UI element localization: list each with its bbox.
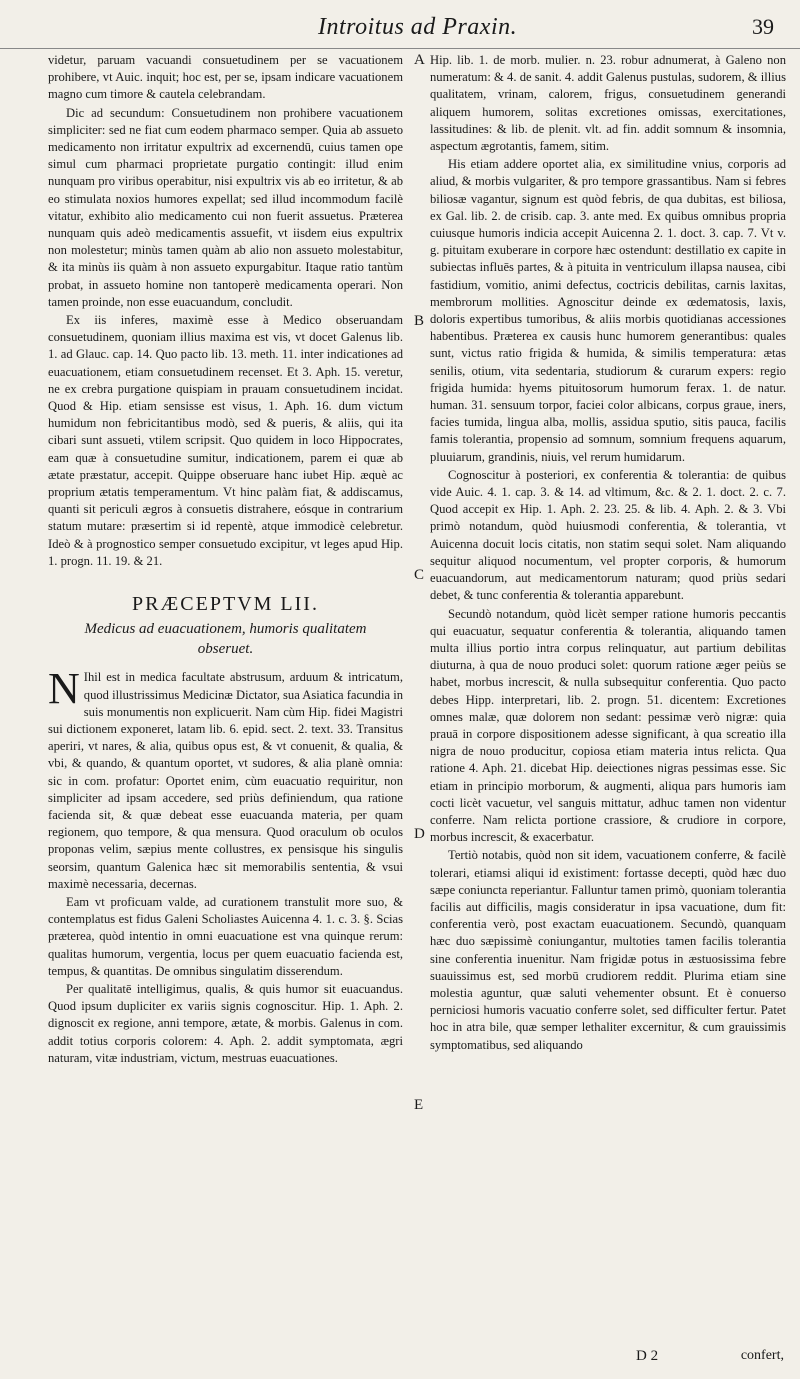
left-paragraph-2: Dic ad secundum: Consuetudinem non prohibere vacuationem simpliciter: sed ne fiat cum eodem pharmaco semper. Quia ab assueto medicamento non irritatur expultrix ad excernendū, cuius tamen ope simul cum pharmaci proprietate purgatio contingit: illud enim nunquam pro viribus operabitur, nisi expultrix vis ab eo irritetur, & ab eo stimulata noxios humores expellat; sed illud incommodum facilè vitatur, exhibito alio medicamento cui non fuerit assuetus. Præterea nunquam quis adeò medicamentis assuefit, vt iisdem eius expultrix non molestetur; minùs tamen quàm ab alio non assueto molestabitur, & ita minùs iis quàm à non assueto expurgabitur. Itaque ratio tantùm probat, in assueto homine non tantoperè medicamenta operari. Non tamen proinde, non esse euacuandum, concludit.	[48, 105, 403, 309]
right-paragraph-4: Secundò notandum, quòd licèt semper ratione humoris peccantis qui euacuatur, sequatur conferentia & tolerantia, aliquando tamen multa illius portio intra corpus relinquatur, aut partium debilitas diuturna, à qua de nouo produci solet: quorum ratione æger peiùs se habet, morbus increscit, & nulla subsequitur conferentia. Quo pacto debes Hipp. interpretari, lib. 2. progn. 51. dicentem: Excretiones omnes malæ, quæ dolorem non sedant: pessimæ verò nigræ: quia prauā in corpore dispositionem adesse significant, à qua screatio illa nigra de nouo producitur, copiosa etiam materia intus relicta. Qua ratione 4. Aph. 21. dicebat Hip. deiectiones nigras pessimas esse. Sic etiam in principio morborum, & augmenti, aliqua pars humoris iam cocti licèt vacuetur, vel sanguis mittatur, adhuc tamen non videntur conferre. Nam relicta portione crassiore, & crudiore in corpore, morbus increscit, & exacerbatur.	[430, 606, 786, 845]
right-column	[430, 52, 786, 1055]
signature-mark: D 2	[636, 1348, 659, 1364]
drop-cap: N	[48, 664, 80, 714]
right-paragraph-2: His etiam addere oportet alia, ex similitudine vnius, corporis ad aliud, & morbis vulgariter, & pro tempore grassantibus. Nam si febres biliosæ vagantur, signum est quòd febris, de qua dubitas, est biliosa, ex Gal. lib. 2. de crisib. cap. 3. ante med. Ex quibus omnibus propria cuiusque humoris indicia accepit Auicenna 2. 1. doct. 3. cap. 7. Vt v. g. pituitam exuberare in corpore hæc ostendunt: destillatio ex capite in subiectas influēs partes, & à pituita in ventriculum illapsa nausea, cibi fastidium, vomitio, animi defectus, coctricis debilitas, carnis laxitas, membrorum mollities. Agnoscitur deinde ex œdematosis, laxis, doloris expertibus tumoribus, & aliis morbis quotidianas accessiones habentibus. Præterea ex causis hunc humorem generantibus: quales sunt, victus ratio frigida & humida, & similis temperatura: ætas senilis, otium, vita sedentaria, studiorum & curarum expers: regio frigida humida: hyems pituitosorum humorum ferax. 1. de natur. human. 31. sensuum torpor, faciei color albicans, corpus graue, iners, facies tumida, lingua alba, mollis, assidua sputio, sitis pauca, facilis famis tolerantia, propensio ad somnum, somnium frequens aquarum, pluuiarum, grandinis, niuis, vel rerum humidarum.	[430, 157, 786, 464]
left-paragraph-4-text: Ihil est in medica facultate abstrusum, arduum & intricatum, quod illustrissimus Medicinæ Dictator, sua Asiatica facundia in suis monumentis non explicuerit. Nam cùm Hip. fidei Magistri sui dictionem exponeret, latam lib. 6. epid. sect. 2. text. 33. Transitus aperiri, vt nares, & alia, quibus opus est, & vt conuenit, & qualia, & vbi, & quando, & quantum oportet, vt sudores, & alia planè omnia: sic in com. profatur: Oportet enim, cùm euacuatio requiritur, non simpliciter ad ipsam accedere, sed priùs definiendum, qua ratione facienda sit, & quæ debeat esse euacuanda materia, per quam regionem, quo tempore, & qua mensura. Quod oraculum ob oculos proponas velim, sæpius mente collustres, ex pensisque his singulis seorsim, quantum Galenica hæc sit memorabilis sententia, & vsui maximè necessaria, decernas.	[48, 670, 403, 891]
page-header	[0, 8, 800, 49]
margin-letter-e: E	[414, 1097, 424, 1113]
right-paragraph-1: Hip. lib. 1. de morb. mulier. n. 23. robur adnumerat, à Galeno non numeratum: & 4. de sanit. 4. addit Galenus pustulas, sudorem, & illius qualitatem, vrinam, calorem, frigus, consuetudinem generandi aliquem humorem, solitas excretiones omissas, exercitationes, lassitudines: & lib. de plenit. vlt. ad fin. addit somnum & insomnia, aspectum ægrotantis, famem, sitim.	[430, 53, 786, 154]
margin-letter-c: C	[414, 567, 425, 583]
left-paragraph-3: Ex iis inferes, maximè esse à Medico obseruandam consuetudinem, quoniam illius maxima est vis, vt docet Galenus lib. 1. ad Glauc. cap. 14. Quo pacto lib. 13. meth. 11. inter indicationes ad euacuationem, etiam consuetudinem recenset. Et 3. Aph. 15. veretur, ne ex crebra purgatione quispiam in prauam consuetudinem incidat. Quod & Hip. etiam sensisse est visus, 1. Aph. 16. dum victum humidum non febricitantibus modò, sed & pueris, & aliis, qui ita cibari sunt assueti, vtilem scripsit. Quo quidem in loco Hippocrates, eam quæ à consuetudine sumitur, indicationem, parem ei quæ ab ætate præstatur, accepit. Quippe obseruare hanc iubet Hip. æquè ac proprium ætatis temperamentum. Vt hinc palàm fiat, & addiscamus, quanti sit periculi ægros à consuetis distrahere, eósque in contrarium statum mutare: præsertim si id repentè, atque immodicè celebretur. Ideò & à prognostico semper consuetudo excipitur, vt leges apud Hip. 1. progn. 11. 19. & 21.	[48, 313, 403, 568]
precept-subheading: Medicus ad euacuationem, humoris qualitatem obseruet.	[84, 621, 367, 658]
margin-letter-b: B	[414, 313, 425, 329]
left-paragraph-5: Eam vt proficuam valde, ad curationem transtulit more suo, & contemplatus est fidus Galeni Scholiastes Auicenna 4. 1. c. 3. §. Scias præterea, quòd intentio in omni euacuatione est vna quinque rerum: qualitas humorum, vergentia, locus per quem euacuatio facienda est, tempus, & quantitas. De omnibus singulatim disserendum.	[48, 894, 403, 978]
precept-heading: PRÆCEPTVM LII.	[132, 593, 319, 616]
catchword: confert,	[740, 1348, 784, 1363]
left-paragraph-6: Per qualitatē intelligimus, qualis, & quis humor sit euacuandus. Quod ipsum dupliciter ex variis signis cognoscitur. Hip. 1. Aph. 2. dignoscit ex regione, anni tempore, ætate, & morbis. Galenus in com. addit totius corporis colorem: 4. Aph. 2. addit symptomata, ægri naturam, vitæ industriam, victum, mestruas euacuationes.	[48, 981, 403, 1065]
right-paragraph-5: Tertiò notabis, quòd non sit idem, vacuationem conferre, & facilè tolerari, etiamsi aliqui id existiment: fortasse decepti, quòd hæc duo sæpe coniuncta reperiantur. Falluntur tamen primò, quoniam tolerantia facilis aut difficilis, magis consideratur in ipsa vacuatione, dum fit: conferentia verò, post exactam euacuationem. Secundò, quanquam hæc duo sæpissimè coniungantur, multoties tamen facilis tolerantia sine conferentia inuenitur. Nam frigidæ potus in æstuosissima febre suauissimus est, sed morbū crudiorem reddit. Plurima etiam sine molestia aguntur, quæ saluti vehementer obsunt. Et è conuerso perniciosi humoris vacuatio conferre solet, sed difficulter fertur. Patet hoc in atra bile, quæ semper lethaliter excernitur, & cum grauissimis symptomatibus, sed aliquando	[430, 848, 786, 1052]
page-footer	[0, 1348, 800, 1372]
margin-letter-d: D	[414, 826, 425, 842]
left-paragraph-1: videtur, paruam vacuandi consuetudinem per se vacuationem prohibere, vt Auic. inquit; hoc est, per se, ipsam indicare vacuationem magno cum timore & cautela celebrandam.	[48, 53, 403, 102]
left-column	[48, 52, 403, 1068]
running-title: Introitus ad Praxin.	[318, 14, 518, 40]
left-paragraph-4	[48, 664, 403, 893]
right-paragraph-3: Cognoscitur à posteriori, ex conferentia & tolerantia: de quibus vide Auic. 4. 1. cap. 3. & 14. ad vltimum, &c. & 2. 1. doct. 2. c. 7. Quod accepit ex Hip. 1. Aph. 2. 23. 25. & lib. 4. Aph. 2. & 3. Vbi primò notandum, quòd huiusmodi conferentia, & tolerantia, vt Auicenna docuit locis citatis, non statim sequi solet. Nam aliquando sequitur aliquod nocumentum, vel propter corporis, & humorum euacuandorum, aut medicamentorum naturam; quod priùs sedari debet, & tunc conferentia & tolerantia apparebunt.	[430, 467, 786, 603]
page-number: 39	[752, 14, 774, 39]
margin-letter-a: A	[414, 52, 425, 68]
